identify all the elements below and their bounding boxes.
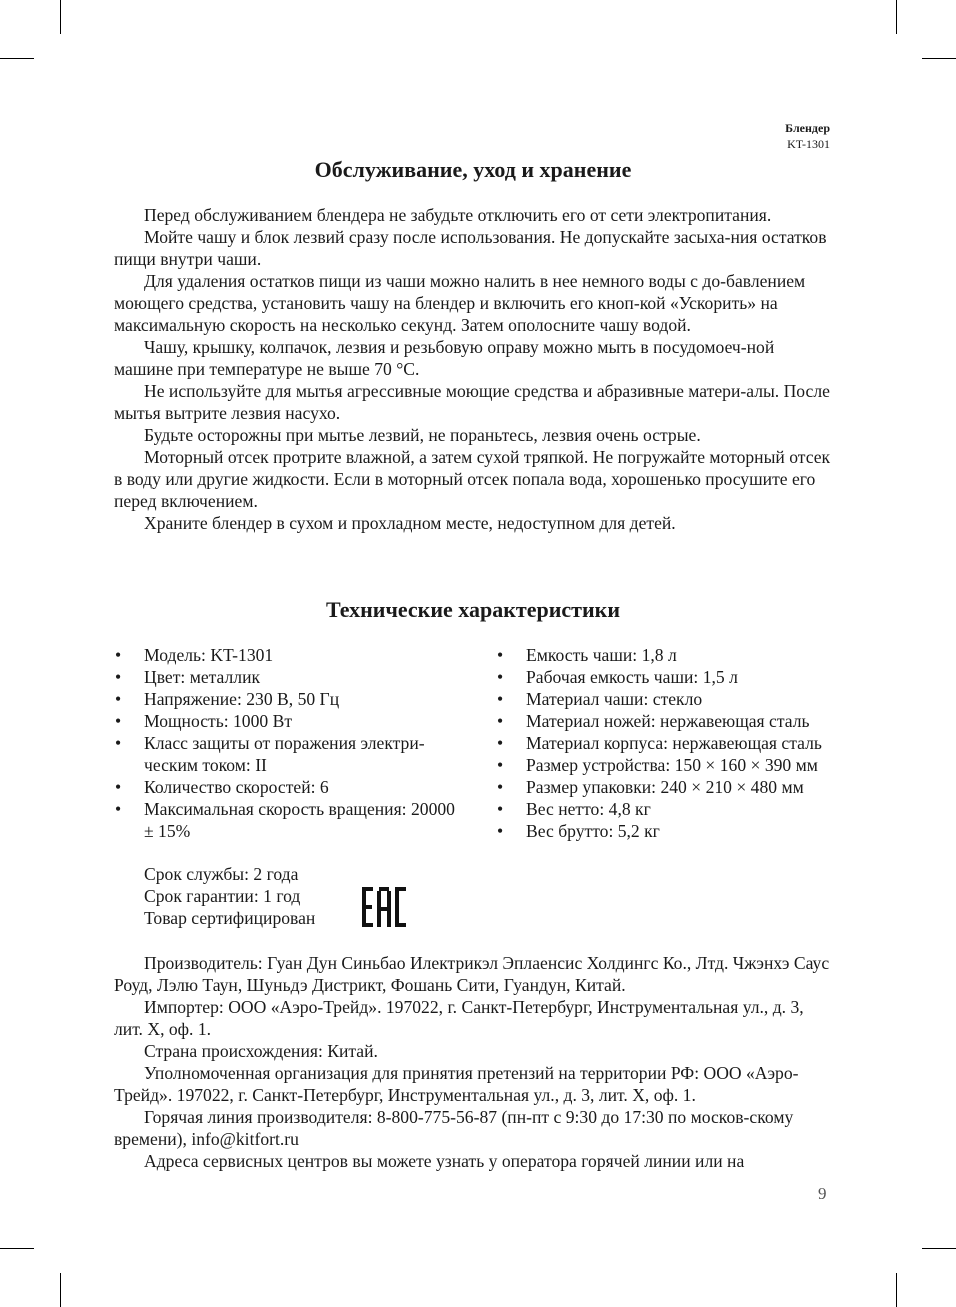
spec-item: • Максимальная скорость вращения: 20000 ± 15% — [115, 798, 465, 842]
spec-item: • Модель: KT-1301 — [115, 644, 465, 666]
spec-item: • Размер упаковки: 240 × 210 × 480 мм — [497, 776, 867, 798]
header-model: KT-1301 — [787, 137, 830, 151]
lifetime-block — [144, 863, 315, 929]
authorized-organization: Уполномоченная организация для принятия претензий на территории РФ: ООО «Аэро-Трейд». 197022, г. Санкт-Петербург, Инструментальная ул., д. 3, лит. Х, оф. 1. — [114, 1063, 799, 1105]
importer: Импортер: ООО «Аэро-Трейд». 197022, г. Санкт-Петербург, Инструментальная ул., д. 3, лит. Х, оф. 1. — [114, 997, 804, 1039]
care-section-body — [114, 204, 834, 534]
spec-item: • Цвет: металлик — [115, 666, 465, 688]
crop-mark — [896, 1273, 897, 1307]
crop-mark — [60, 1273, 61, 1307]
spec-item: • Напряжение: 230 В, 50 Гц — [115, 688, 465, 710]
care-paragraph: Храните блендер в сухом и прохладном месте, недоступном для детей. — [144, 513, 676, 533]
certified-note: Товар сертифицирован — [144, 908, 316, 928]
spec-item: • Мощность: 1000 Вт — [115, 710, 465, 732]
spec-item: • Материал корпуса: нержавеющая сталь — [497, 732, 867, 754]
care-paragraph: Перед обслуживанием блендера не забудьте отключить его от сети электропитания. — [144, 205, 772, 225]
running-header — [785, 120, 830, 152]
crop-mark — [60, 0, 61, 34]
manufacturer: Производитель: Гуан Дун Синьбао Илектрикэл Эплаенсис Холдингс Ко., Лтд. Чжэнхэ Саус Роуд, Лэлю Таун, Шуньдэ Дистрикт, Фошань Сити, Гуандун, Китай. — [114, 953, 830, 995]
page-number: 9 — [818, 1184, 827, 1203]
spec-item: • Материал ножей: нержавеющая сталь — [497, 710, 867, 732]
spec-item: • Класс защиты от поражения электри-ческим током: II — [115, 732, 465, 776]
spec-item: • Емкость чаши: 1,8 л — [497, 644, 867, 666]
spec-item: • Вес брутто: 5,2 кг — [497, 820, 867, 842]
service-centers: Адреса сервисных центров вы можете узнать у оператора горячей линии или на — [144, 1151, 745, 1171]
warranty-period: Срок гарантии: 1 год — [144, 886, 301, 906]
specs-right-list — [497, 644, 867, 842]
crop-mark — [896, 0, 897, 34]
hotline: Горячая линия производителя: 8-800-775-56-87 (пн-пт с 9:30 до 17:30 по москов-скому времени), info@kitfort.ru — [114, 1107, 794, 1149]
header-product: Блендер — [785, 121, 830, 135]
country-of-origin: Страна происхождения: Китай. — [144, 1041, 378, 1061]
care-paragraph: Для удаления остатков пищи из чаши можно налить в нее немного воды с до-бавлением моющего средства, установить чашу на блендер и включить его кноп-кой «Ускорить» на максимальную скорость на несколько секунд. Затем ополосните чашу водой. — [114, 271, 806, 335]
crop-mark — [0, 1248, 34, 1249]
care-paragraph: Будьте осторожны при мытье лезвий, не пораньтесь, лезвия очень острые. — [144, 425, 701, 445]
care-section-title: Обслуживание, уход и хранение — [314, 157, 632, 182]
care-paragraph: Мойте чашу и блок лезвий сразу после использования. Не допускайте засыха-ния остатков пищи внутри чаши. — [114, 227, 827, 269]
spec-item: • Размер устройства: 150 × 160 × 390 мм — [497, 754, 867, 776]
legal-info — [114, 952, 834, 1172]
spec-item: • Рабочая емкость чаши: 1,5 л — [497, 666, 867, 688]
service-life: Срок службы: 2 года — [144, 864, 299, 884]
care-paragraph: Не используйте для мытья агрессивные моющие средства и абразивные матери-алы. После мытья вытрите лезвия насухо. — [114, 381, 830, 423]
crop-mark — [922, 58, 956, 59]
care-paragraph: Моторный отсек протрите влажной, а затем сухой тряпкой. Не погружайте моторный отсек в воду или другие жидкости. Если в моторный отсек попала вода, хорошенько просушите его перед включением. — [114, 447, 831, 511]
specs-section-title: Технические характеристики — [325, 597, 621, 622]
care-paragraph: Чашу, крышку, колпачок, лезвия и резьбовую оправу можно мыть в посудомоеч-ной машине при температуре не выше 70 °С. — [114, 337, 775, 379]
eac-certification-icon — [362, 887, 406, 927]
crop-mark — [922, 1248, 956, 1249]
spec-item: • Количество скоростей: 6 — [115, 776, 465, 798]
spec-item: • Материал чаши: стекло — [497, 688, 867, 710]
spec-item: • Вес нетто: 4,8 кг — [497, 798, 867, 820]
crop-mark — [0, 58, 34, 59]
specs-left-list — [115, 644, 465, 842]
